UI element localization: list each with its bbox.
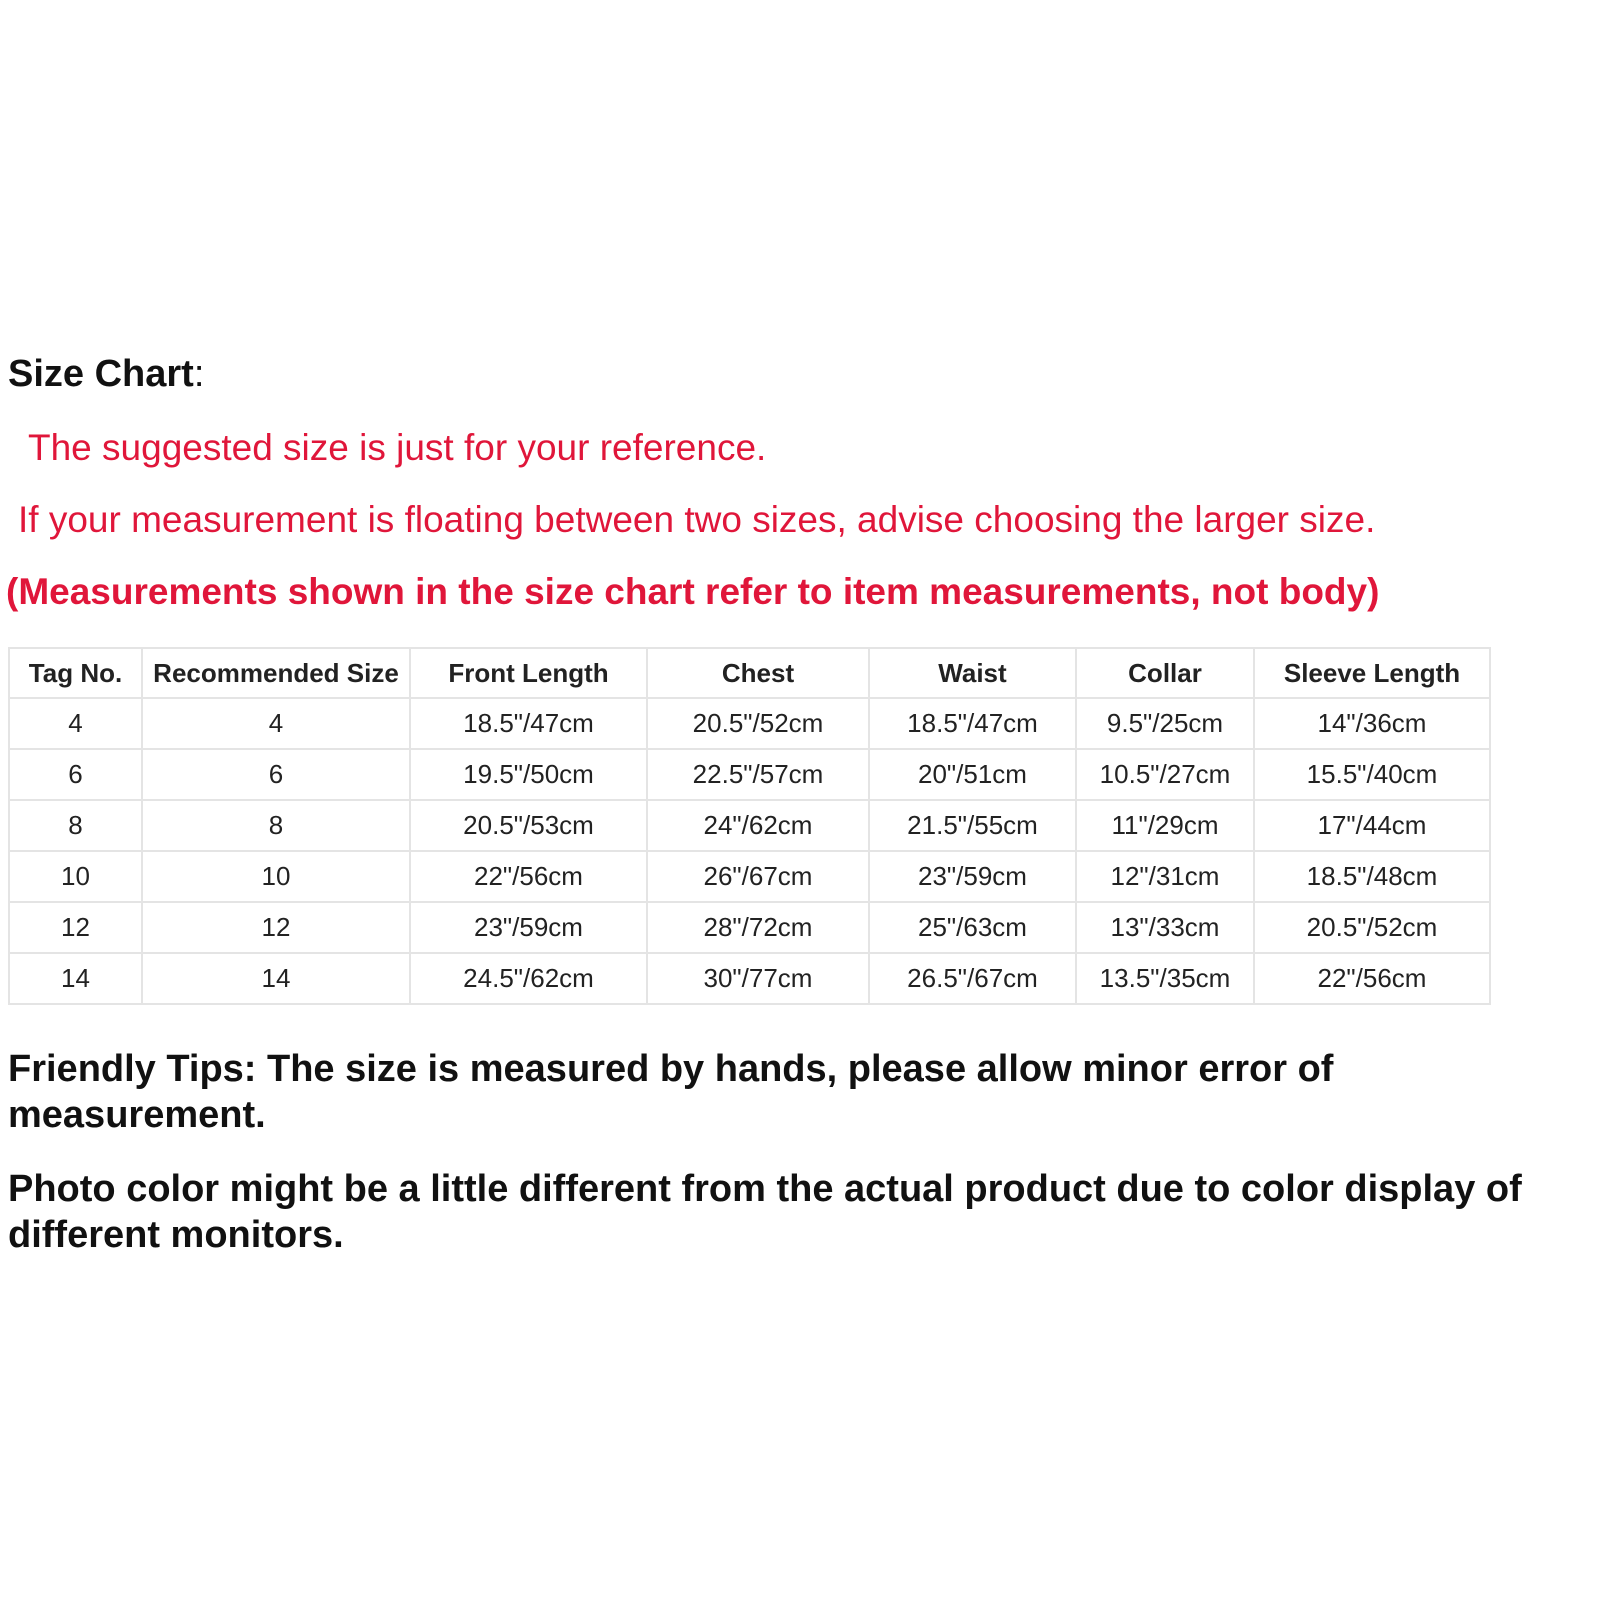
- cell-waist: 21.5"/55cm: [869, 800, 1076, 851]
- cell-collar: 10.5"/27cm: [1076, 749, 1254, 800]
- cell-waist: 18.5"/47cm: [869, 698, 1076, 749]
- header-tag-no: Tag No.: [9, 648, 142, 698]
- cell-front-length: 19.5"/50cm: [410, 749, 647, 800]
- cell-tag-no: 4: [9, 698, 142, 749]
- cell-front-length: 22"/56cm: [410, 851, 647, 902]
- cell-chest: 28"/72cm: [647, 902, 869, 953]
- photo-color-note: Photo color might be a little different from the actual product due to color display of different monitors.: [8, 1168, 1522, 1256]
- page-title: [8, 352, 204, 396]
- header-collar: Collar: [1076, 648, 1254, 698]
- cell-collar: 13"/33cm: [1076, 902, 1254, 953]
- table-row: [9, 698, 1490, 749]
- reference-note: The suggested size is just for your reference.: [28, 427, 767, 468]
- header-recommended-size: Recommended Size: [142, 648, 410, 698]
- cell-collar: 11"/29cm: [1076, 800, 1254, 851]
- cell-sleeve-length: 17"/44cm: [1254, 800, 1490, 851]
- title-colon: :: [193, 353, 205, 395]
- size-chart-title: Size Chart: [8, 353, 194, 395]
- cell-collar: 13.5"/35cm: [1076, 953, 1254, 1004]
- header-chest: Chest: [647, 648, 869, 698]
- table-row: [9, 800, 1490, 851]
- cell-waist: 26.5"/67cm: [869, 953, 1076, 1004]
- size-chart-table: [8, 647, 1491, 1005]
- cell-front-length: 20.5"/53cm: [410, 800, 647, 851]
- cell-chest: 24"/62cm: [647, 800, 869, 851]
- cell-collar: 9.5"/25cm: [1076, 698, 1254, 749]
- table-row: [9, 953, 1490, 1004]
- header-front-length: Front Length: [410, 648, 647, 698]
- cell-recommended-size: 8: [142, 800, 410, 851]
- cell-tag-no: 10: [9, 851, 142, 902]
- cell-tag-no: 14: [9, 953, 142, 1004]
- table-row: [9, 902, 1490, 953]
- cell-waist: 20"/51cm: [869, 749, 1076, 800]
- table-row: [9, 749, 1490, 800]
- cell-sleeve-length: 22"/56cm: [1254, 953, 1490, 1004]
- cell-sleeve-length: 14"/36cm: [1254, 698, 1490, 749]
- cell-sleeve-length: 15.5"/40cm: [1254, 749, 1490, 800]
- measurement-disclaimer: (Measurements shown in the size chart refer to item measurements, not body): [6, 571, 1380, 612]
- header-sleeve-length: Sleeve Length: [1254, 648, 1490, 698]
- table-header-row: [9, 648, 1490, 698]
- cell-tag-no: 12: [9, 902, 142, 953]
- larger-size-advice: If your measurement is floating between two sizes, advise choosing the larger size.: [18, 499, 1376, 540]
- cell-recommended-size: 14: [142, 953, 410, 1004]
- cell-recommended-size: 12: [142, 902, 410, 953]
- cell-recommended-size: 10: [142, 851, 410, 902]
- cell-chest: 22.5"/57cm: [647, 749, 869, 800]
- cell-front-length: 24.5"/62cm: [410, 953, 647, 1004]
- friendly-tips: Friendly Tips: The size is measured by hands, please allow minor error of measurement.: [8, 1048, 1334, 1136]
- cell-recommended-size: 6: [142, 749, 410, 800]
- cell-sleeve-length: 18.5"/48cm: [1254, 851, 1490, 902]
- cell-chest: 20.5"/52cm: [647, 698, 869, 749]
- header-waist: Waist: [869, 648, 1076, 698]
- cell-waist: 25"/63cm: [869, 902, 1076, 953]
- cell-front-length: 18.5"/47cm: [410, 698, 647, 749]
- cell-tag-no: 6: [9, 749, 142, 800]
- table-row: [9, 851, 1490, 902]
- cell-tag-no: 8: [9, 800, 142, 851]
- cell-sleeve-length: 20.5"/52cm: [1254, 902, 1490, 953]
- cell-chest: 26"/67cm: [647, 851, 869, 902]
- cell-recommended-size: 4: [142, 698, 410, 749]
- cell-collar: 12"/31cm: [1076, 851, 1254, 902]
- cell-waist: 23"/59cm: [869, 851, 1076, 902]
- cell-front-length: 23"/59cm: [410, 902, 647, 953]
- cell-chest: 30"/77cm: [647, 953, 869, 1004]
